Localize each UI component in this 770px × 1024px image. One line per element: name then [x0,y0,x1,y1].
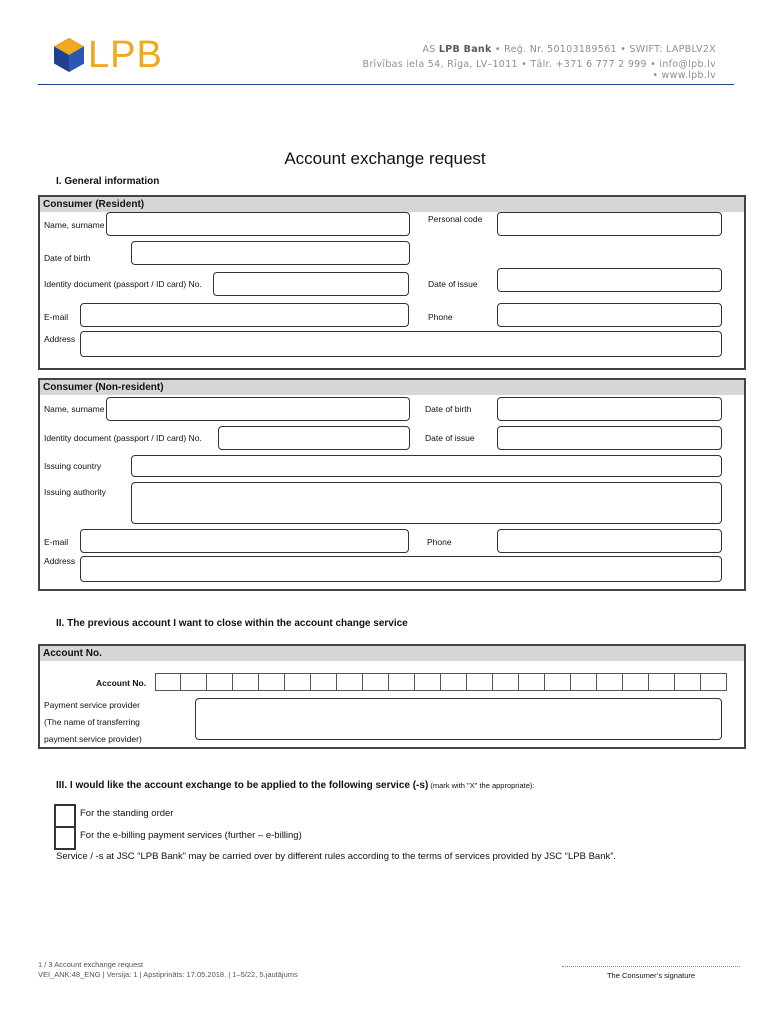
nonresident-date-issue-label: Date of issue [425,433,475,443]
nonresident-email-field[interactable] [80,529,409,553]
account-cell[interactable] [363,673,389,691]
standing-order-label: For the standing order [80,808,174,819]
account-cell[interactable] [415,673,441,691]
account-cell[interactable] [649,673,675,691]
psp-label-line1: Payment service provider [44,700,140,710]
account-cell[interactable] [337,673,363,691]
resident-phone-field[interactable] [497,303,722,327]
account-cell[interactable] [233,673,259,691]
account-cell[interactable] [493,673,519,691]
footer-page-info: 1 / 3 Account exchange request [38,960,144,969]
nonresident-phone-field[interactable] [497,529,722,553]
bank-info-line1: AS LPB Bank • Reģ. Nr. 50103189561 • SWIFT: LAPBLV2X [422,44,716,55]
nonresident-id-label: Identity document (passport / ID card) No. [44,433,202,443]
signature-line [562,966,740,968]
resident-id-label: Identity document (passport / ID card) No. [44,279,202,289]
nonresident-name-label: Name, surname [44,404,105,414]
account-cell[interactable] [441,673,467,691]
resident-personal-code-label: Personal code [428,214,483,224]
account-cell[interactable] [545,673,571,691]
e-billing-checkbox[interactable] [54,826,76,850]
resident-date-issue-field[interactable] [497,268,722,292]
resident-personal-code-field[interactable] [497,212,722,236]
e-billing-label: For the e-billing payment services (further – e-billing) [80,830,302,841]
nonresident-name-field[interactable] [106,397,410,421]
resident-address-field[interactable] [80,331,722,357]
nonresident-dob-label: Date of birth [425,404,472,414]
resident-name-label: Name, surname [44,220,105,230]
nonresident-country-label: Issuing country [44,461,102,471]
nonresident-address-label: Address [44,556,76,566]
nonresident-id-field[interactable] [218,426,410,450]
account-cell[interactable] [155,673,181,691]
account-box-title: Account No. [40,646,744,661]
resident-email-label: E-mail [44,312,69,322]
account-cell[interactable] [259,673,285,691]
resident-email-field[interactable] [80,303,409,327]
resident-date-issue-label: Date of issue [428,279,478,289]
resident-dob-field[interactable] [131,241,410,265]
account-cell[interactable] [701,673,727,691]
section1-heading: I. General information [56,176,160,187]
resident-phone-label: Phone [428,312,453,322]
nonresident-phone-label: Phone [427,537,452,547]
account-cell[interactable] [181,673,207,691]
signature-label: The Consumer’s signature [606,971,696,980]
resident-address-label: Address [44,334,76,344]
account-no-label: Account No. [96,678,147,688]
account-cell[interactable] [571,673,597,691]
nonresident-country-field[interactable] [131,455,722,477]
nonresident-dob-field[interactable] [497,397,722,421]
account-cell[interactable] [675,673,701,691]
resident-dob-label: Date of birth [44,253,91,263]
lpb-logo-icon [54,38,84,72]
nonresident-authority-label: Issuing authority [44,487,106,497]
nonresident-box-title: Consumer (Non-resident) [40,380,744,395]
footer-doc-info: VEI_ANK:48_ENG | Versija: 1 | Apstiprināts: 17.05.2018. | 1–5/22, 5.jautājums [38,970,298,979]
account-cell[interactable] [467,673,493,691]
lpb-logo-text: LPB [88,34,163,76]
resident-box-title: Consumer (Resident) [40,197,744,212]
psp-label-line2: (The name of transferring [44,717,140,727]
bank-info-line2: Brīvības iela 54, Rīga, LV–1011 • Tālr. +371 6 777 2 999 • info@lpb.lv • www.lpb.lv [362,59,716,81]
page-title: Account exchange request [284,149,486,168]
account-cell[interactable] [311,673,337,691]
account-cell[interactable] [519,673,545,691]
nonresident-authority-field[interactable] [131,482,722,524]
resident-id-field[interactable] [213,272,409,296]
service-note: Service / -s at JSC “LPB Bank” may be carried over by different rules according to the terms of services provided by JSC “LPB Bank”. [56,851,617,862]
psp-field[interactable] [195,698,722,740]
section3-heading: III. I would like the account exchange to be applied to the following service (-s) (mark with "X" the appropriate): [56,780,535,791]
nonresident-address-field[interactable] [80,556,722,582]
account-cell[interactable] [389,673,415,691]
nonresident-date-issue-field[interactable] [497,426,722,450]
account-cell[interactable] [207,673,233,691]
account-cell[interactable] [285,673,311,691]
standing-order-checkbox[interactable] [54,804,76,828]
account-no-cells[interactable] [155,673,727,691]
section2-heading: II. The previous account I want to close within the account change service [56,618,408,629]
account-cell[interactable] [623,673,649,691]
nonresident-email-label: E-mail [44,537,69,547]
psp-label-line3: payment service provider) [44,734,142,744]
resident-name-field[interactable] [106,212,410,236]
account-cell[interactable] [597,673,623,691]
header-divider [38,84,734,85]
